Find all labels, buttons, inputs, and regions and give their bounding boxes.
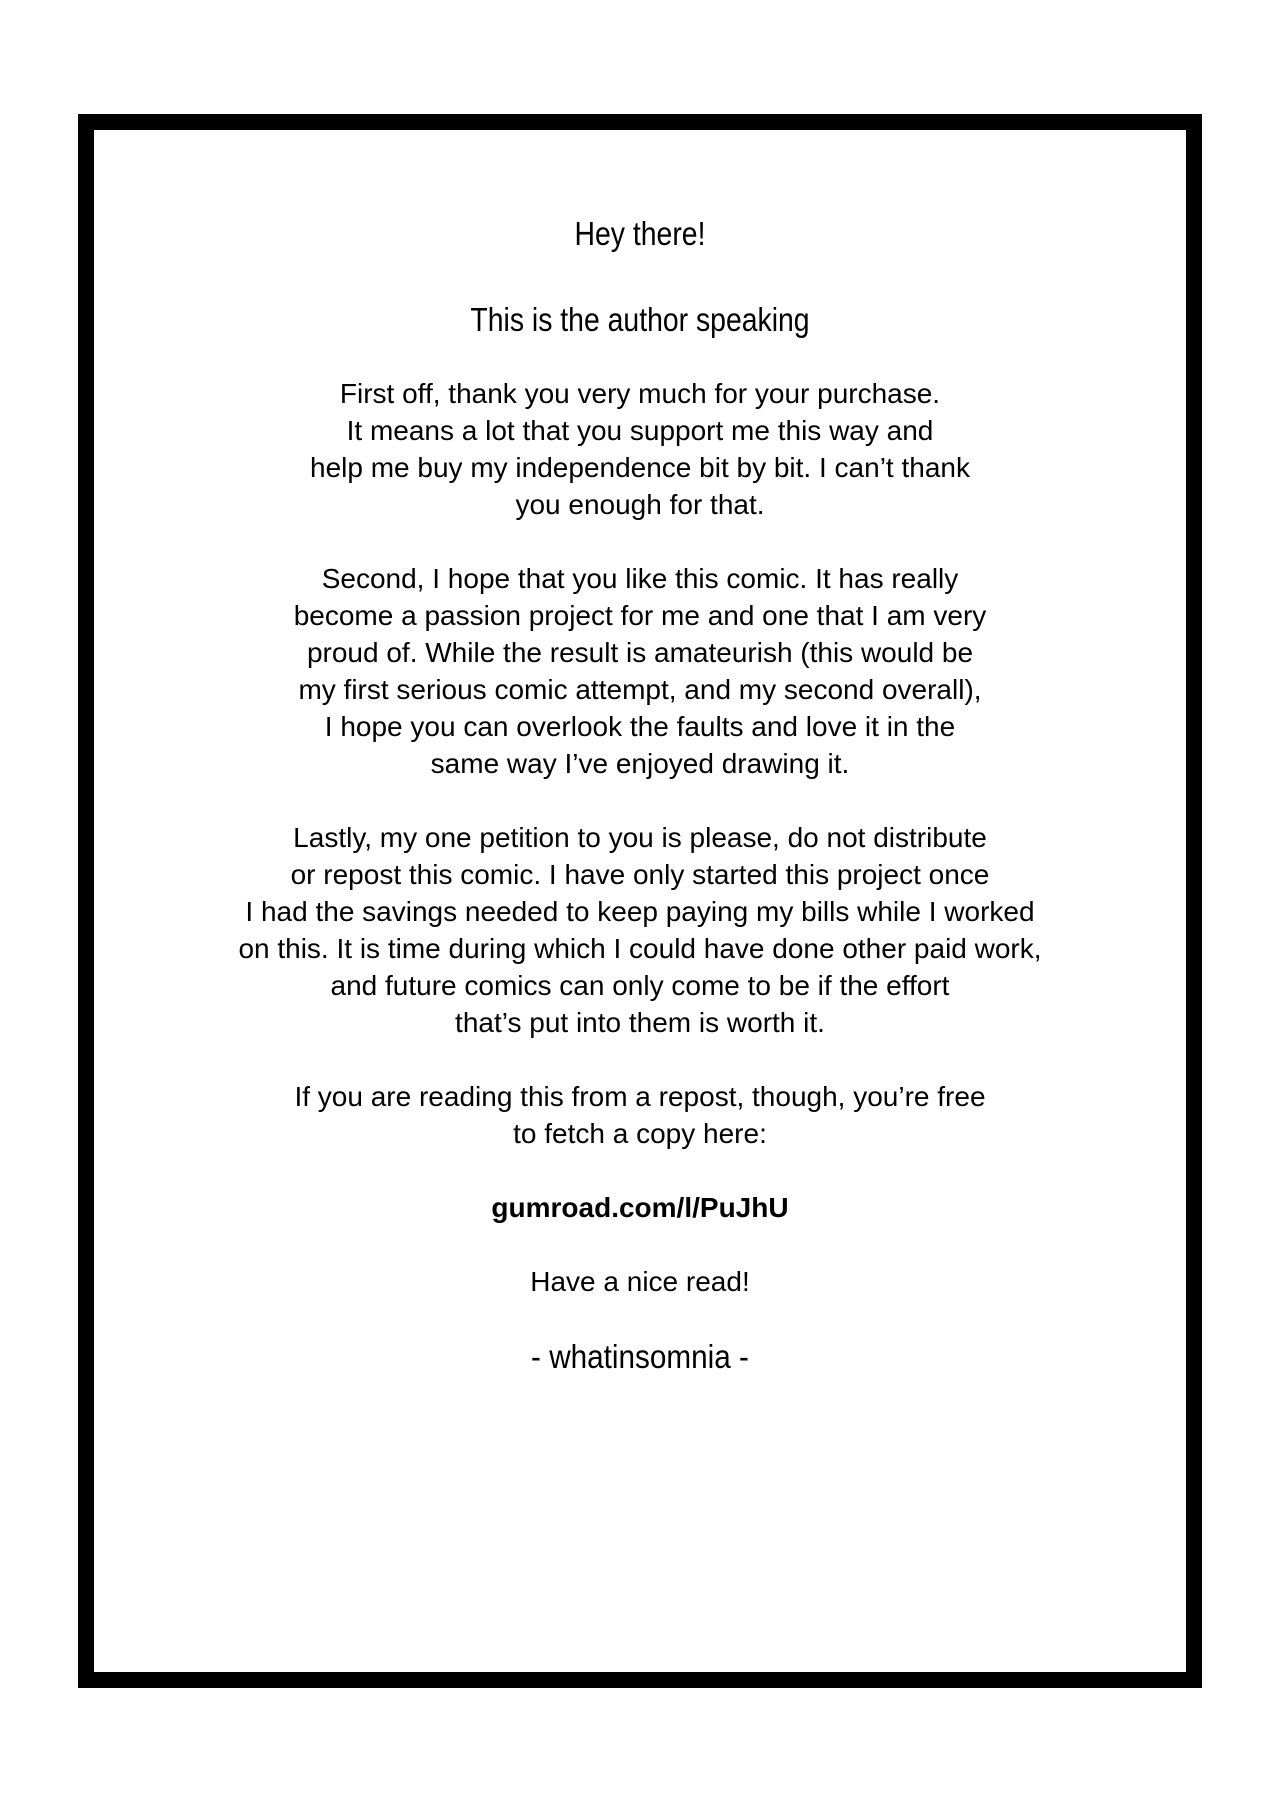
paragraph-line: to fetch a copy here: — [513, 1118, 767, 1149]
paragraph-line: same way I’ve enjoyed drawing it. — [430, 748, 850, 779]
author-signature: - whatinsomnia - — [531, 1338, 749, 1375]
paragraph-line: or repost this comic. I have only started this project once — [290, 859, 990, 890]
paragraph-line: help me buy my independence bit by bit. I can’t thank — [310, 452, 970, 483]
paragraph-line: and future comics can only come to be if the effort — [330, 970, 950, 1001]
paragraph-thanks — [0, 375, 1280, 523]
paragraph-line: Second, I hope that you like this comic. It has really — [321, 563, 959, 594]
closing-line: Have a nice read! — [530, 1266, 750, 1297]
greeting-heading: Hey there! — [574, 215, 706, 252]
paragraph-line: become a passion project for me and one that I am very — [293, 600, 987, 631]
paragraph-line: proud of. While the result is amateurish (this would be — [306, 637, 974, 668]
paragraph-line: you enough for that. — [515, 489, 765, 520]
paragraph-line: that’s put into them is worth it. — [455, 1007, 825, 1038]
paragraph-line: Lastly, my one petition to you is please, do not distribute — [293, 822, 987, 853]
paragraph-line: I had the savings needed to keep paying my bills while I worked — [245, 896, 1035, 927]
paragraph-line: on this. It is time during which I could have done other paid work, — [238, 933, 1042, 964]
gumroad-link[interactable]: gumroad.com/l/PuJhU — [491, 1192, 789, 1223]
author-subheading: This is the author speaking — [470, 301, 810, 338]
paragraph-repost — [0, 1078, 1280, 1152]
paragraph-hope — [0, 560, 1280, 782]
paragraph-line: First off, thank you very much for your purchase. — [339, 378, 941, 409]
paragraph-line: my first serious comic attempt, and my second overall), — [298, 674, 982, 705]
paragraph-line: It means a lot that you support me this way and — [346, 415, 934, 446]
paragraph-line: If you are reading this from a repost, though, you’re free — [294, 1081, 986, 1112]
author-note — [0, 214, 1280, 1377]
paragraph-petition — [0, 819, 1280, 1041]
paragraph-line: I hope you can overlook the faults and love it in the — [324, 711, 956, 742]
